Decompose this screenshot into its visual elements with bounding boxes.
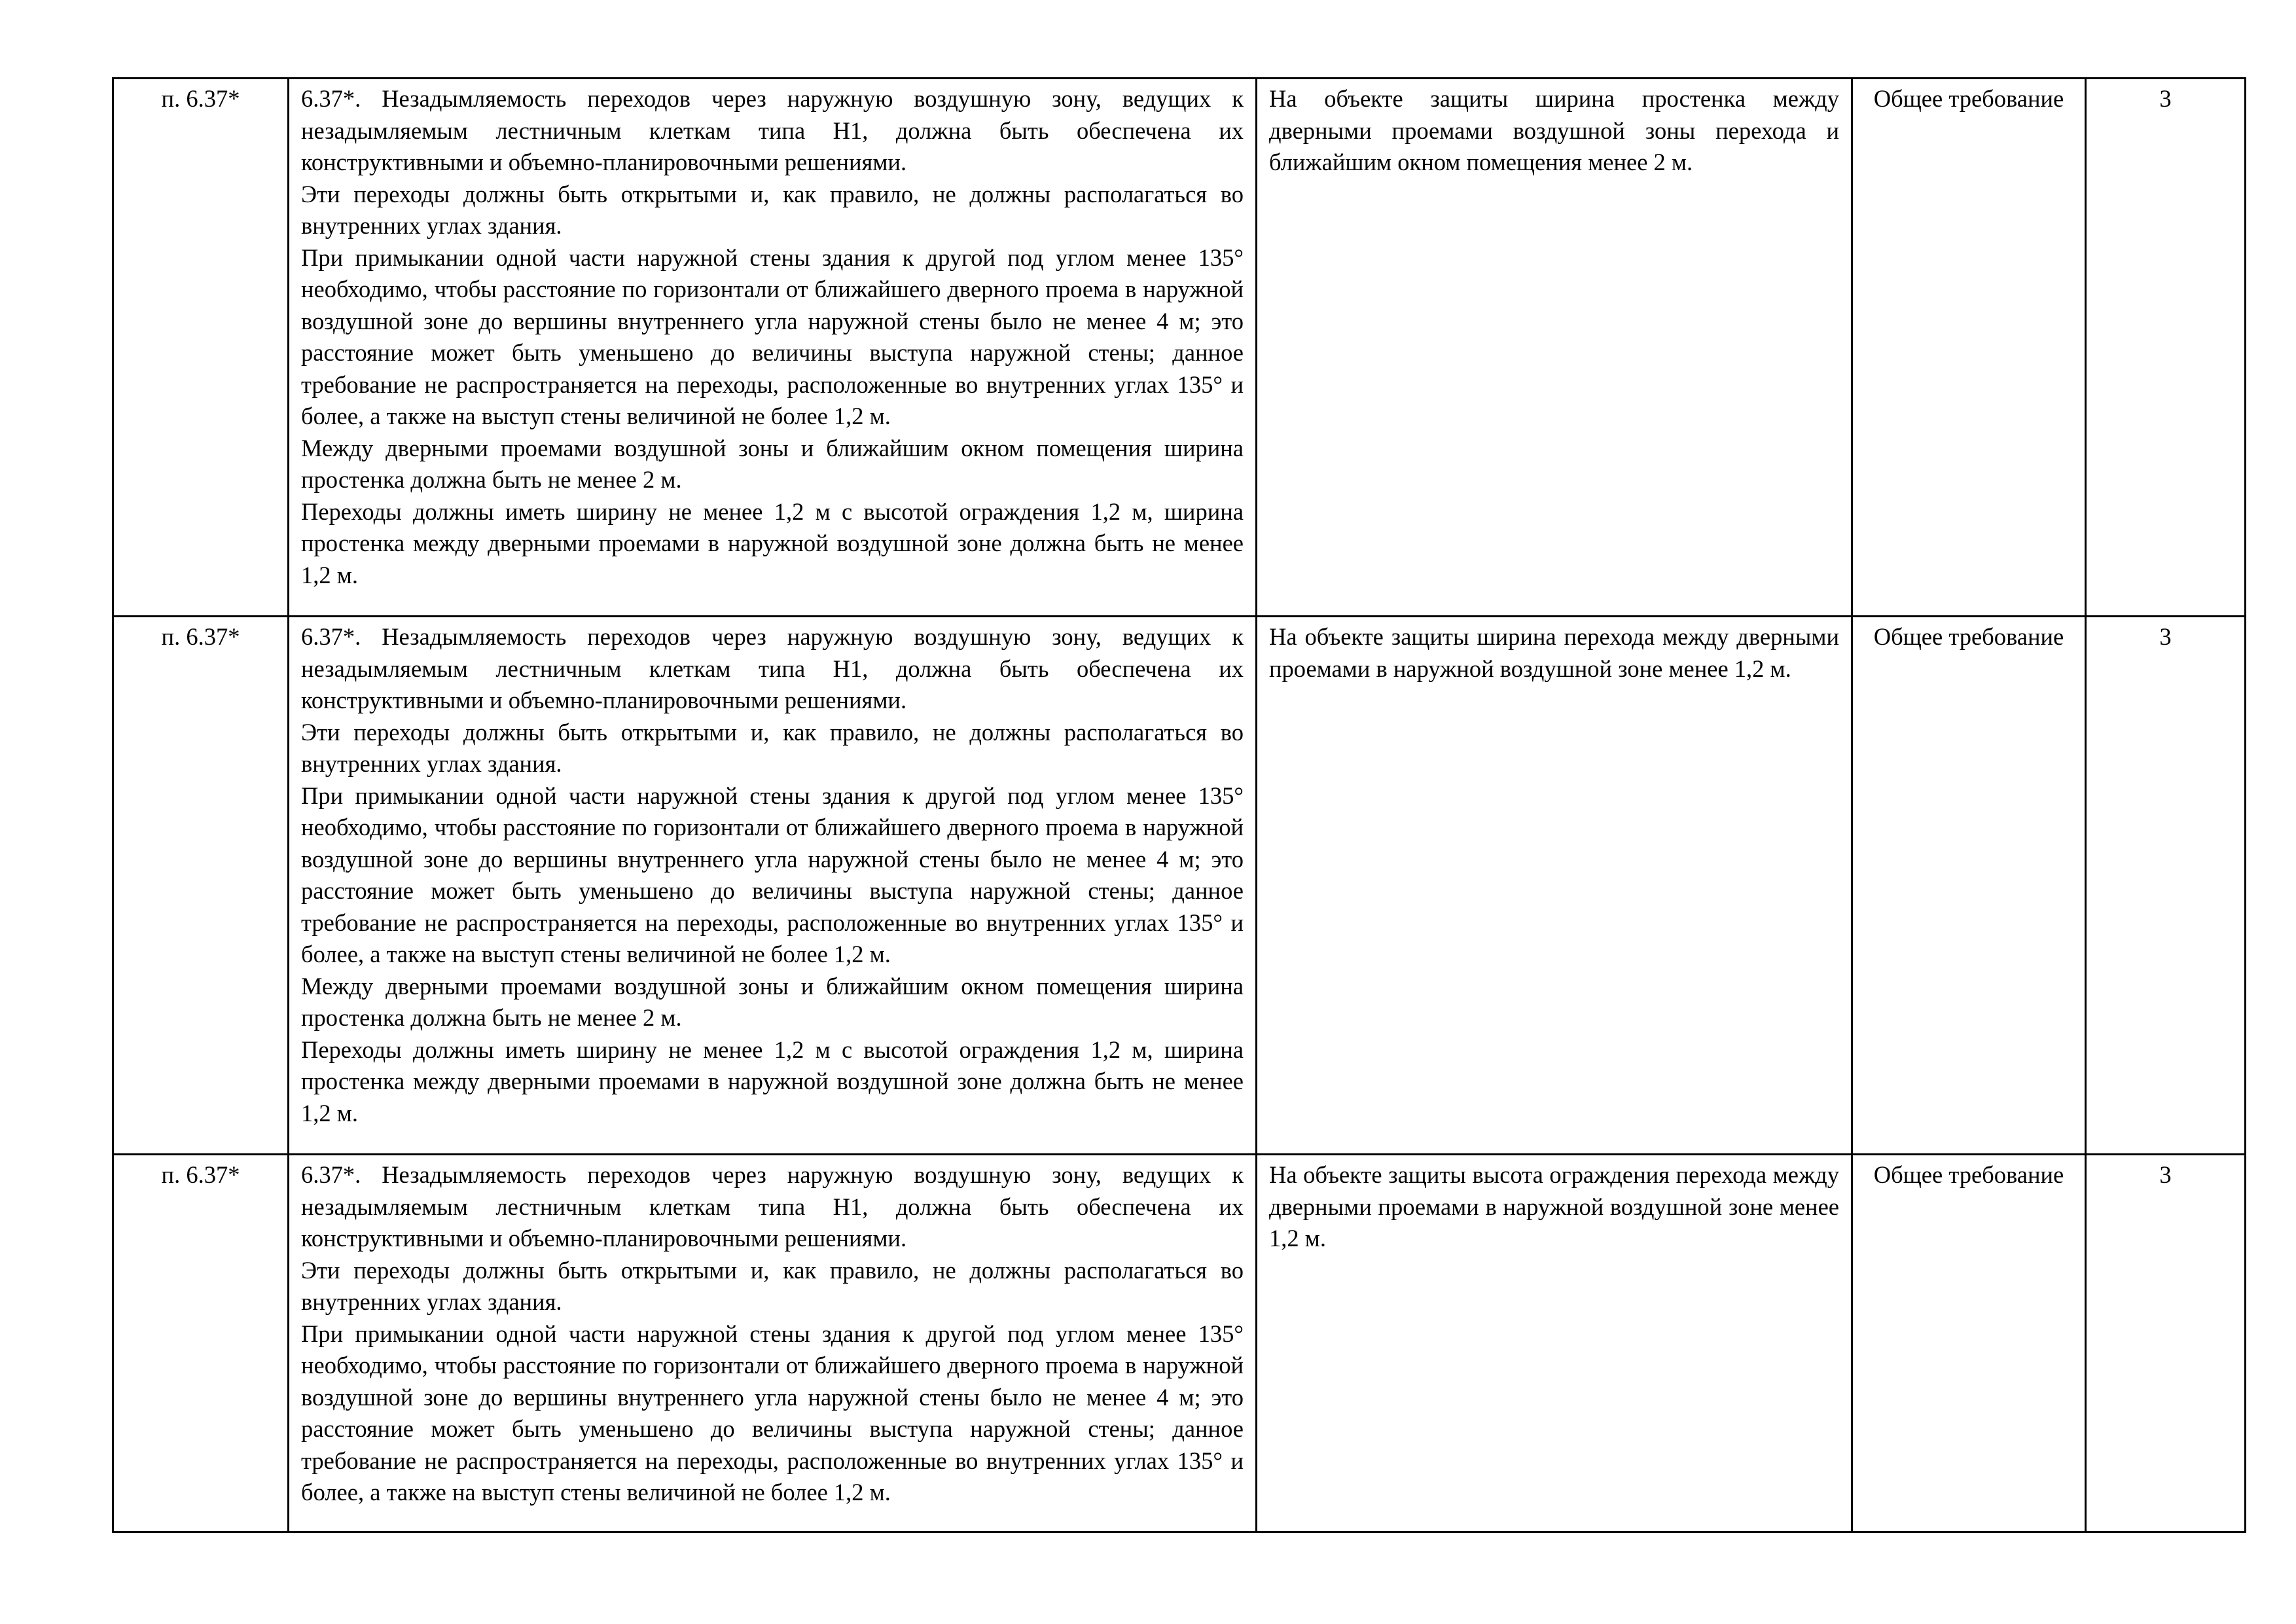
- clause-ref-cell: п. 6.37*: [113, 1155, 289, 1532]
- violation-cell: На объекте защиты ширина простенка между дверными проемами воздушной зоны перехода и ближайшим окном помещения менее 2 м.: [1257, 79, 1852, 617]
- requirement-text-cell: [289, 1155, 1257, 1532]
- requirements-table: [112, 77, 2246, 1533]
- requirement-paragraph: Переходы должны иметь ширину не менее 1,2 м с высотой ограждения 1,2 м, ширина простенка между дверными проемами в наружной воздушной зоне должна быть не менее 1,2 м.: [301, 497, 1244, 588]
- requirement-paragraph: Эти переходы должны быть открытыми и, как правило, не должны располагаться во внутренних углах здания.: [301, 1256, 1244, 1315]
- table-row: [113, 79, 2246, 617]
- requirement-paragraph: Эти переходы должны быть открытыми и, как правило, не должны располагаться во внутренних углах здания.: [301, 180, 1244, 239]
- requirement-paragraph: При примыкании одной части наружной стены здания к другой под углом менее 135° необходимо, чтобы расстояние по горизонтали от ближайшего дверного проема в наружной воздушной зоне до вершины внутреннего угла наружной стены было не менее 4 м; это расстояние может быть уменьшено до величины выступа наружной стены; данное требование не распространяется на переходы, расположенные во внутренних углах 135° и более, а также на выступ стены величиной не более 1,2 м.: [301, 782, 1244, 967]
- requirement-paragraph: Между дверными проемами воздушной зоны и ближайшим окном помещения ширина простенка должна быть не менее 2 м.: [301, 434, 1244, 493]
- clause-ref-cell: п. 6.37*: [113, 79, 289, 617]
- requirement-type-cell: Общее требование: [1852, 617, 2086, 1155]
- requirement-text-cell: [289, 617, 1257, 1155]
- requirement-paragraph: 6.37*. Незадымляемость переходов через наружную воздушную зону, ведущих к незадымляемым лестничным клеткам типа Н1, должна быть обеспечена их конструктивными и объемно-планировочными решениями.: [301, 1161, 1244, 1252]
- requirement-paragraph: При примыкании одной части наружной стены здания к другой под углом менее 135° необходимо, чтобы расстояние по горизонтали от ближайшего дверного проема в наружной воздушной зоне до вершины внутреннего угла наружной стены было не менее 4 м; это расстояние может быть уменьшено до величины выступа наружной стены; данное требование не распространяется на переходы, расположенные во внутренних углах 135° и более, а также на выступ стены величиной не более 1,2 м.: [301, 1320, 1244, 1506]
- number-cell: 3: [2086, 79, 2246, 617]
- requirement-paragraph: Переходы должны иметь ширину не менее 1,2 м с высотой ограждения 1,2 м, ширина простенка между дверными проемами в наружной воздушной зоне должна быть не менее 1,2 м.: [301, 1036, 1244, 1127]
- violation-cell: На объекте защиты высота ограждения перехода между дверными проемами в наружной воздушной зоне менее 1,2 м.: [1257, 1155, 1852, 1532]
- requirement-paragraph: Между дверными проемами воздушной зоны и ближайшим окном помещения ширина простенка должна быть не менее 2 м.: [301, 972, 1244, 1031]
- requirement-paragraph: 6.37*. Незадымляемость переходов через наружную воздушную зону, ведущих к незадымляемым лестничным клеткам типа Н1, должна быть обеспечена их конструктивными и объемно-планировочными решениями.: [301, 85, 1244, 175]
- number-cell: 3: [2086, 1155, 2246, 1532]
- requirement-paragraph: При примыкании одной части наружной стены здания к другой под углом менее 135° необходимо, чтобы расстояние по горизонтали от ближайшего дверного проема в наружной воздушной зоне до вершины внутреннего угла наружной стены было не менее 4 м; это расстояние может быть уменьшено до величины выступа наружной стены; данное требование не распространяется на переходы, расположенные во внутренних углах 135° и более, а также на выступ стены величиной не более 1,2 м.: [301, 244, 1244, 429]
- violation-cell: На объекте защиты ширина перехода между дверными проемами в наружной воздушной зоне менее 1,2 м.: [1257, 617, 1852, 1155]
- table-row: [113, 1155, 2246, 1532]
- requirement-paragraph: Эти переходы должны быть открытыми и, как правило, не должны располагаться во внутренних углах здания.: [301, 718, 1244, 777]
- number-cell: 3: [2086, 617, 2246, 1155]
- table-row: [113, 617, 2246, 1155]
- requirement-paragraph: 6.37*. Незадымляемость переходов через наружную воздушную зону, ведущих к незадымляемым лестничным клеткам типа Н1, должна быть обеспечена их конструктивными и объемно-планировочными решениями.: [301, 623, 1244, 713]
- requirement-type-cell: Общее требование: [1852, 1155, 2086, 1532]
- requirement-text-cell: [289, 79, 1257, 617]
- clause-ref-cell: п. 6.37*: [113, 617, 289, 1155]
- requirement-type-cell: Общее требование: [1852, 79, 2086, 617]
